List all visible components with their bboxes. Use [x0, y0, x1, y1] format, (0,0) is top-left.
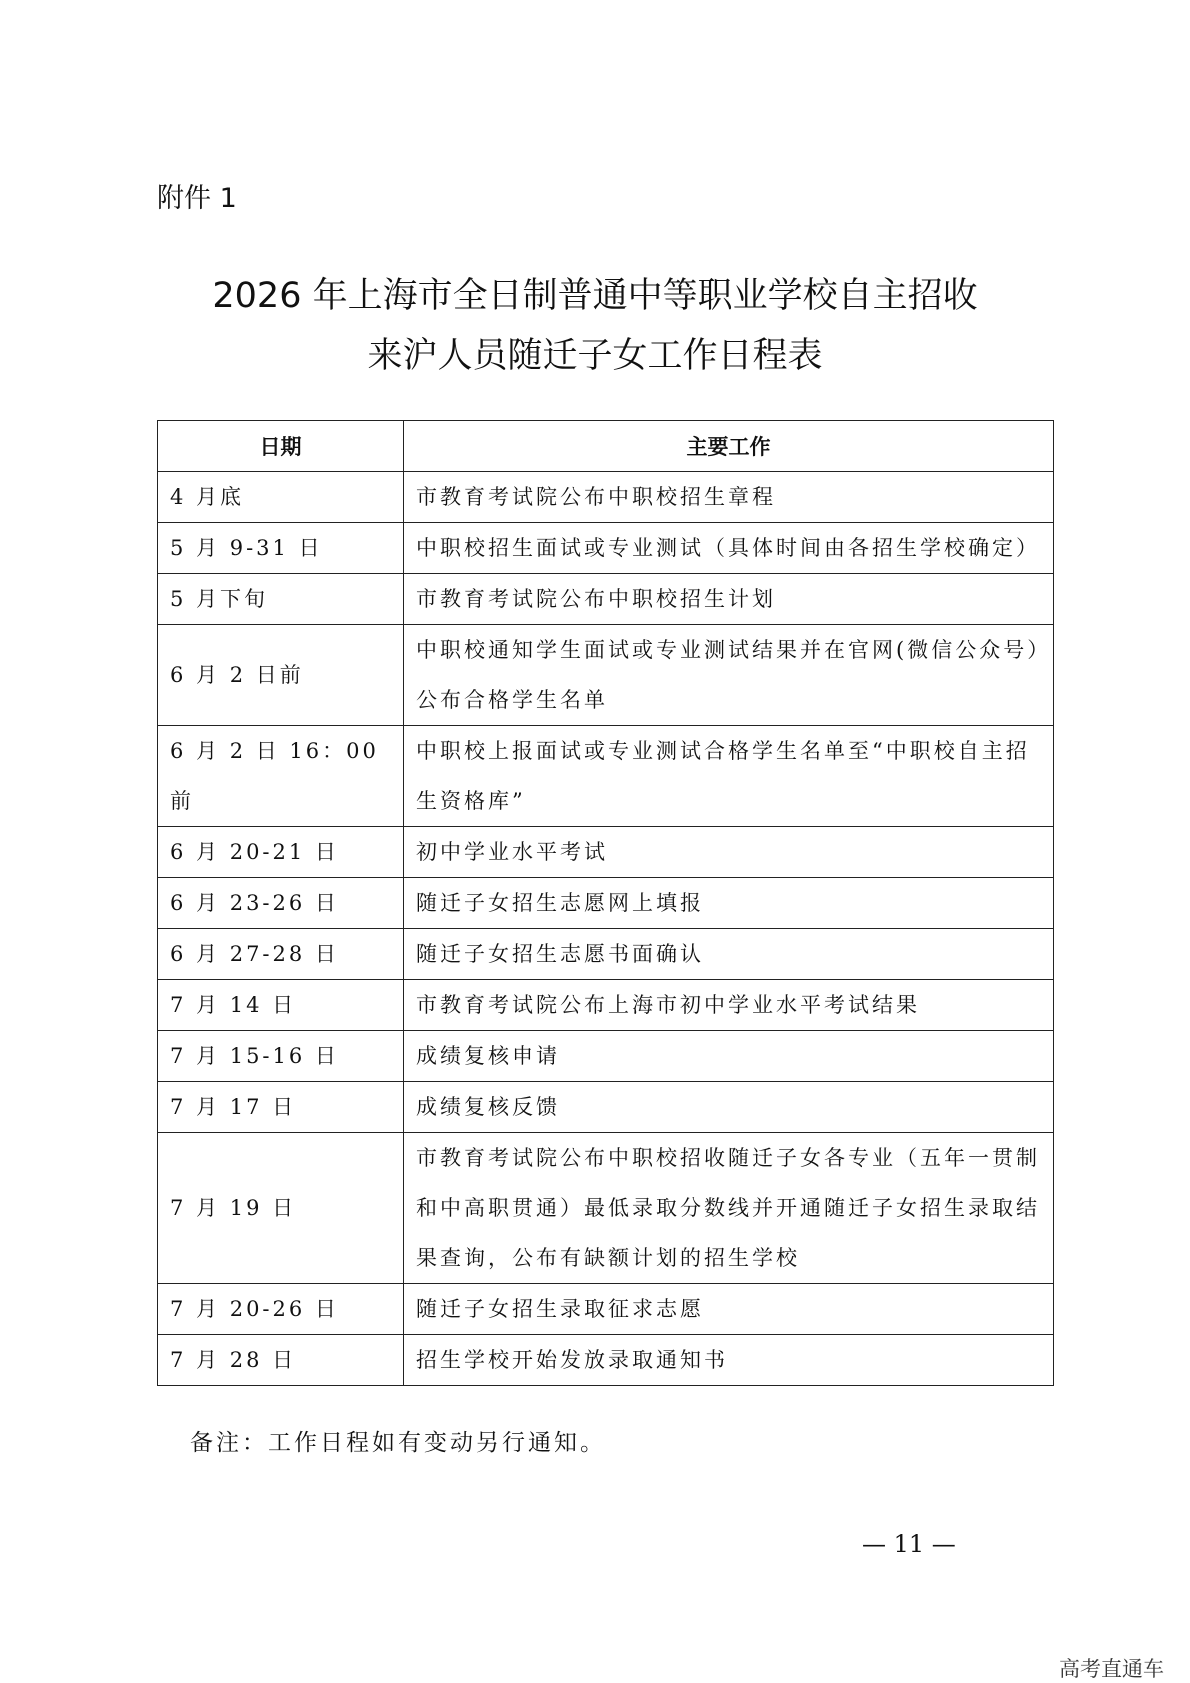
row-task: 市教育考试院公布上海市初中学业水平考试结果	[404, 980, 1054, 1031]
table-row	[158, 1335, 1054, 1386]
table-row	[158, 523, 1054, 574]
watermark-text: 高考直通车	[1059, 1657, 1164, 1681]
row-date: 6 月 23-26 日	[158, 878, 404, 929]
row-task: 随迁子女招生录取征求志愿	[404, 1284, 1054, 1335]
row-task: 随迁子女招生志愿书面确认	[404, 929, 1054, 980]
table-row	[158, 1133, 1054, 1284]
header-date: 日期	[158, 421, 404, 472]
row-date: 7 月 28 日	[158, 1335, 404, 1386]
row-task: 中职校招生面试或专业测试（具体时间由各招生学校确定）	[404, 523, 1054, 574]
row-task: 随迁子女招生志愿网上填报	[404, 878, 1054, 929]
table-row	[158, 625, 1054, 726]
document-title-line-2: 来沪人员随迁子女工作日程表	[367, 336, 823, 376]
table-header-row	[158, 421, 1054, 472]
row-task: 市教育考试院公布中职校招收随迁子女各专业（五年一贯制和中高职贯通）最低录取分数线并开通随迁子女招生录取结果查询，公布有缺额计划的招生学校	[404, 1133, 1054, 1284]
table-row	[158, 878, 1054, 929]
remark-note: 备注：工作日程如有变动另行通知。	[190, 1430, 606, 1456]
row-task: 市教育考试院公布中职校招生计划	[404, 574, 1054, 625]
row-date: 6 月 2 日前	[158, 625, 404, 726]
row-task: 成绩复核反馈	[404, 1082, 1054, 1133]
row-task: 市教育考试院公布中职校招生章程	[404, 472, 1054, 523]
table-row	[158, 1082, 1054, 1133]
row-task: 初中学业水平考试	[404, 827, 1054, 878]
row-date: 6 月 27-28 日	[158, 929, 404, 980]
header-main-work: 主要工作	[404, 421, 1054, 472]
row-date: 6 月 2 日 16：00 前	[158, 726, 404, 827]
attachment-label: 附件 1	[157, 183, 237, 214]
table-row	[158, 827, 1054, 878]
table-row	[158, 574, 1054, 625]
table-row	[158, 980, 1054, 1031]
page-number: — 11 —	[862, 1530, 956, 1558]
row-date: 4 月底	[158, 472, 404, 523]
row-date: 5 月 9-31 日	[158, 523, 404, 574]
row-date: 7 月 20-26 日	[158, 1284, 404, 1335]
row-task: 成绩复核申请	[404, 1031, 1054, 1082]
document-title-line-1: 2026 年上海市全日制普通中等职业学校自主招收	[212, 276, 978, 316]
row-date: 5 月下旬	[158, 574, 404, 625]
row-date: 7 月 19 日	[158, 1133, 404, 1284]
row-task: 中职校通知学生面试或专业测试结果并在官网(微信公众号）公布合格学生名单	[404, 625, 1054, 726]
row-date: 7 月 14 日	[158, 980, 404, 1031]
table-row	[158, 726, 1054, 827]
table-row	[158, 1031, 1054, 1082]
row-task: 中职校上报面试或专业测试合格学生名单至“中职校自主招生资格库”	[404, 726, 1054, 827]
table-row	[158, 1284, 1054, 1335]
row-date: 6 月 20-21 日	[158, 827, 404, 878]
table-row	[158, 929, 1054, 980]
table-row	[158, 472, 1054, 523]
schedule-table	[157, 420, 1054, 1386]
row-date: 7 月 15-16 日	[158, 1031, 404, 1082]
row-date: 7 月 17 日	[158, 1082, 404, 1133]
row-task: 招生学校开始发放录取通知书	[404, 1335, 1054, 1386]
